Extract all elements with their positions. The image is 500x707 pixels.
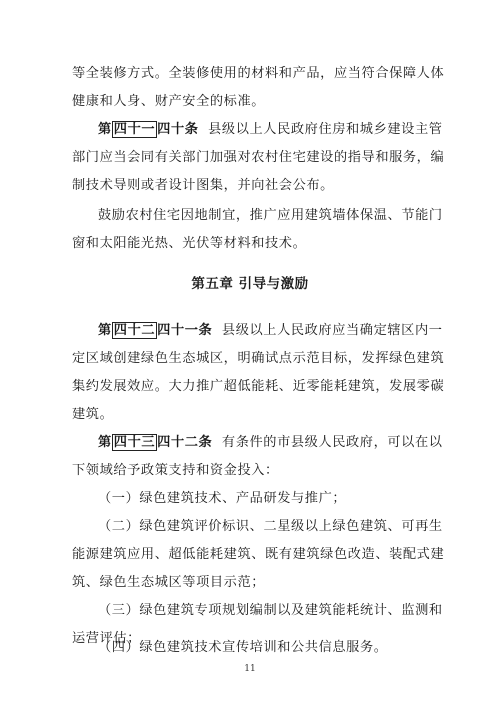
article-number: 四十条 bbox=[157, 122, 199, 137]
text-line: 下领域给予政策支持和资金投入： bbox=[72, 463, 279, 478]
article-text: 县级以上人民政府应当确定辖区内一 bbox=[221, 323, 443, 338]
list-item: （四）绿色建筑技术宣传培训和公共信息服务。 bbox=[98, 640, 388, 655]
revised-article-number: 四十一 bbox=[113, 122, 156, 137]
text-line: 窗和太阳能光热、光伏等材料和技术。 bbox=[72, 236, 307, 251]
text-line: 能源建筑应用、超低能耗建筑、既有建筑绿色改造、装配式建 bbox=[72, 547, 445, 562]
text-line: 等全装修方式。全装修使用的材料和产品，应当符合保障人体 bbox=[72, 66, 445, 81]
text-line: 制技术导则或者设计图集，并向社会公布。 bbox=[72, 178, 334, 193]
article-prefix: 第 bbox=[98, 323, 112, 338]
text-line: 健康和人身、财产安全的标准。 bbox=[72, 94, 266, 109]
text-line: 定区域创建绿色生态城区，明确试点示范目标，发挥绿色建筑 bbox=[72, 351, 445, 366]
article-prefix: 第 bbox=[98, 122, 112, 137]
article-41-heading bbox=[98, 122, 442, 138]
list-item: （二）绿色建筑评价标识、二星级以上绿色建筑、可再生 bbox=[98, 519, 443, 534]
article-text: 县级以上人民政府住房和城乡建设主管 bbox=[208, 122, 443, 137]
text-line: 筑、绿色生态城区等项目示范； bbox=[72, 575, 266, 590]
text-line: 部门应当会同有关部门加强对农村住宅建设的指导和服务，编 bbox=[72, 150, 445, 165]
article-prefix: 第 bbox=[98, 435, 112, 450]
text-line: 建筑。 bbox=[72, 407, 114, 422]
article-42-heading bbox=[98, 323, 442, 339]
list-item: （三）绿色建筑专项规划编制以及建筑能耗统计、监测和 bbox=[98, 603, 443, 618]
text-line: 集约发展效应。大力推广超低能耗、近零能耗建筑，发展零碳 bbox=[72, 379, 445, 394]
article-number: 四十二条 bbox=[157, 435, 213, 450]
revised-article-number: 四十三 bbox=[113, 435, 156, 450]
list-item: （一）绿色建筑技术、产品研发与推广； bbox=[98, 491, 347, 506]
article-number: 四十一条 bbox=[157, 323, 213, 338]
article-text: 有条件的市县级人民政府，可以在以 bbox=[221, 435, 443, 450]
text-line: 运营评估； bbox=[72, 631, 141, 646]
text-line: 鼓励农村住宅因地制宜，推广应用建筑墙体保温、节能门 bbox=[98, 208, 443, 223]
page-number: 11 bbox=[244, 664, 256, 674]
revised-article-number: 四十二 bbox=[113, 323, 156, 338]
chapter-heading: 第五章 引导与激励 bbox=[191, 276, 309, 292]
article-43-heading bbox=[98, 435, 442, 451]
